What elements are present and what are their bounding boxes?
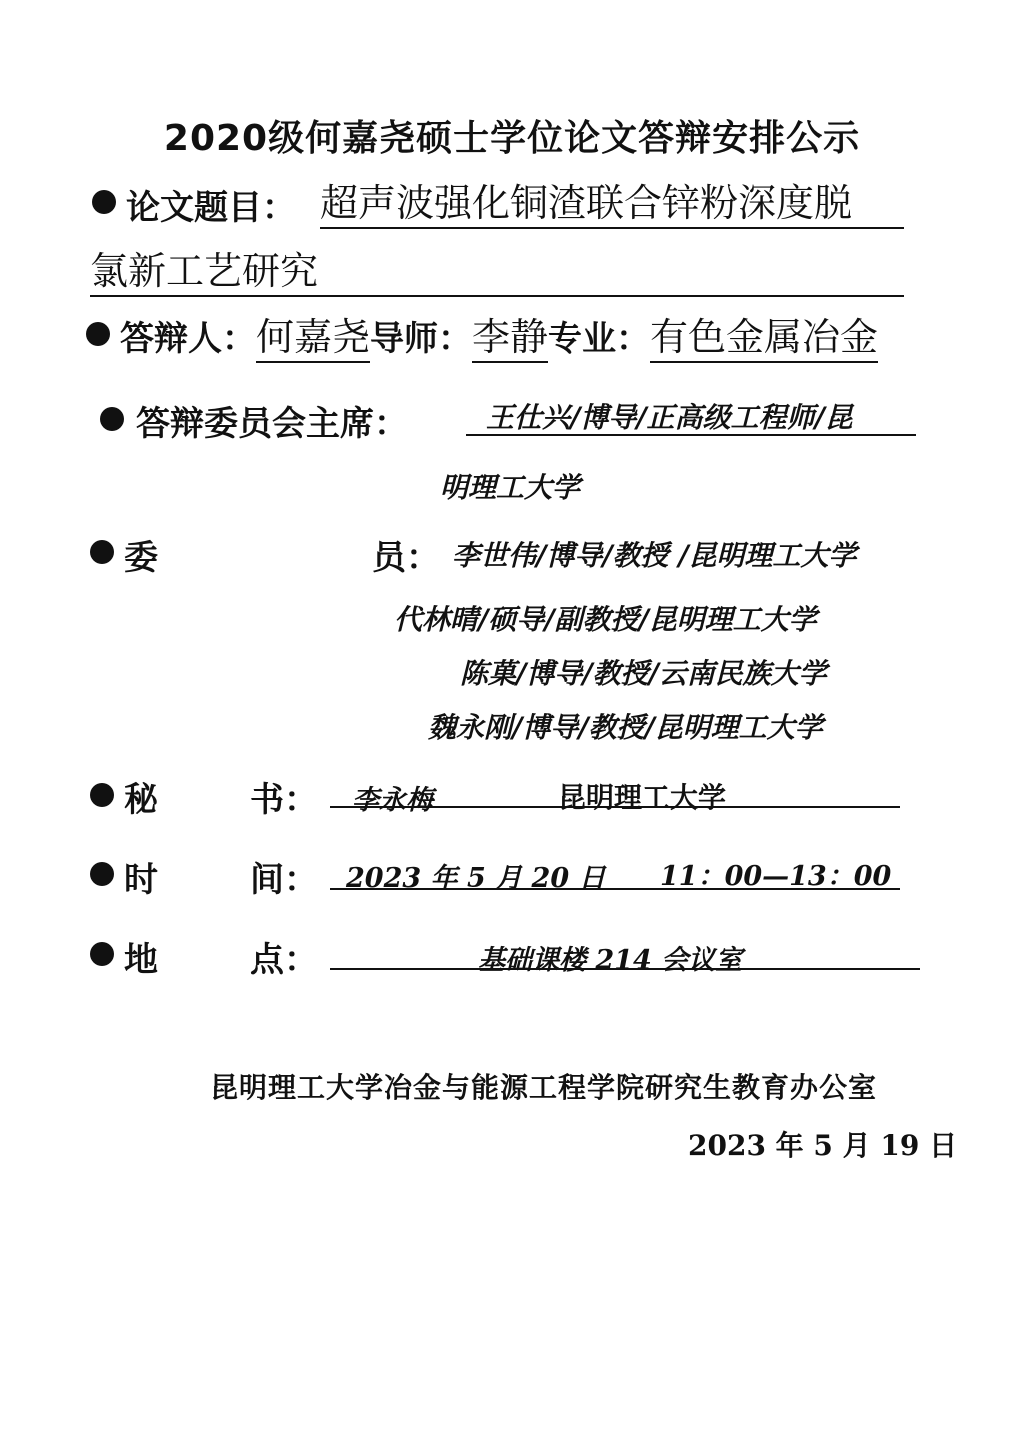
place-value: 基础课楼 214 会议室 bbox=[478, 945, 743, 976]
chair-value-line1: 王仕兴/博导/正高级工程师/昆 bbox=[486, 401, 853, 434]
secretary-label-b: 书： bbox=[250, 780, 318, 820]
issuing-office: 昆明理工大学冶金与能源工程学院研究生教育办公室 bbox=[210, 1071, 878, 1104]
respondent-label: 答辩人： bbox=[120, 319, 256, 359]
time-label-a: 时 bbox=[124, 860, 158, 900]
bullet-icon bbox=[92, 190, 116, 214]
chair-label: 答辩委员会主席： bbox=[136, 404, 408, 444]
time-date: 2023 年 5 月 20 日 bbox=[346, 863, 606, 894]
member-3: 陈菓/博导/教授/云南民族大学 bbox=[460, 657, 827, 690]
member-2: 代林晴/硕导/副教授/昆明理工大学 bbox=[394, 603, 817, 636]
member-1: 李世伟/博导/教授 /昆明理工大学 bbox=[452, 539, 857, 572]
chair-value-line2: 明理工大学 bbox=[440, 471, 581, 504]
chair-underline bbox=[466, 434, 916, 436]
bullet-icon bbox=[100, 407, 124, 431]
bullet-icon bbox=[90, 862, 114, 886]
defense-row bbox=[120, 306, 878, 363]
bullet-icon bbox=[90, 783, 114, 807]
bullet-icon bbox=[90, 540, 114, 564]
issue-date: 2023 年 5 月 19 日 bbox=[688, 1129, 958, 1162]
thesis-label: 论文题目： bbox=[126, 188, 296, 228]
bullet-icon bbox=[90, 942, 114, 966]
page-title: 2020级何嘉尧硕士学位论文答辩安排公示 bbox=[163, 118, 861, 159]
secretary-org: 昆明理工大学 bbox=[558, 781, 727, 814]
major-label: 专业： bbox=[548, 319, 651, 359]
bullet-icon bbox=[86, 322, 110, 346]
place-label-b: 点： bbox=[250, 940, 318, 980]
members-label-a: 委 bbox=[124, 538, 158, 578]
secretary-label-a: 秘 bbox=[124, 780, 158, 820]
secretary-underline bbox=[330, 806, 900, 808]
advisor-name: 李静 bbox=[472, 306, 548, 363]
advisor-label: 导师： bbox=[370, 319, 473, 359]
members-label-b: 员： bbox=[372, 538, 440, 578]
member-4: 魏永刚/博导/教授/昆明理工大学 bbox=[428, 711, 823, 744]
time-label-b: 间： bbox=[250, 860, 318, 900]
major-value: 有色金属冶金 bbox=[650, 306, 878, 363]
secretary-name: 李永梅 bbox=[352, 785, 433, 816]
place-label-a: 地 bbox=[124, 940, 158, 980]
place-underline bbox=[330, 968, 920, 970]
thesis-title-line2: 氯新工艺研究 bbox=[90, 240, 904, 297]
respondent-name: 何嘉尧 bbox=[256, 306, 370, 363]
time-underline bbox=[330, 888, 900, 890]
thesis-title-line1: 超声波强化铜渣联合锌粉深度脱 bbox=[320, 172, 904, 229]
time-hours: 11：00—13：00 bbox=[660, 861, 892, 892]
